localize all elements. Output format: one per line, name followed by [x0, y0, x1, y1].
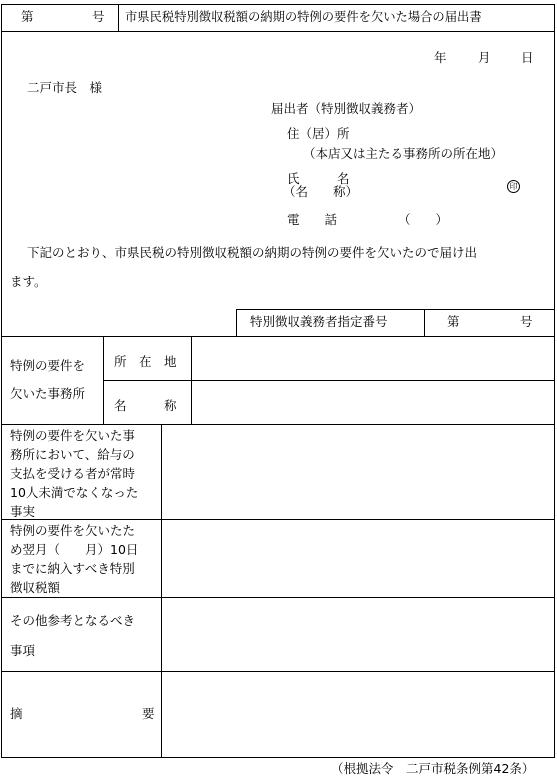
office-location-field[interactable]: [192, 337, 553, 379]
frame-right: [554, 4, 555, 758]
other-label-line2: 事項: [10, 643, 36, 658]
summary-field[interactable]: [162, 672, 553, 756]
number-label-go: 号: [92, 9, 105, 24]
other-field[interactable]: [162, 598, 553, 670]
phone-label: 電 話: [287, 212, 338, 227]
body-text-line1: 下記のとおり、市県民税の特別徴収税額の納期の特例の要件を欠いたので届け出: [27, 245, 478, 260]
legal-basis-footer: （根拠法令 二戸市税条例第42条）: [331, 761, 535, 776]
number-label-dai: 第: [21, 9, 34, 24]
frame-bottom: [1, 757, 554, 758]
summary-label-left: 摘: [10, 706, 23, 721]
address-label: 住（居）所: [287, 126, 350, 141]
office-label-line2: 欠いた事務所: [10, 386, 86, 401]
name-label-alt: （名 称）: [283, 184, 359, 199]
date-day-label: 日: [521, 50, 534, 65]
designation-label: 特別徴収義務者指定番号: [250, 314, 388, 329]
summary-label-right: 要: [142, 706, 155, 721]
date-year-label: 年: [434, 50, 447, 65]
seal-mark: 印: [507, 180, 520, 193]
name-label: 氏 名: [287, 171, 350, 186]
phone-parens: （ ）: [398, 212, 449, 227]
designation-dai: 第: [447, 314, 460, 329]
address-note: （本店又は主たる事務所の所在地）: [303, 146, 504, 161]
other-label-line1: その他参考となるべき: [10, 613, 136, 628]
frame-left: [1, 4, 2, 758]
frame-top: [1, 4, 554, 5]
notifier-heading: 届出者（特別徴収義務者）: [271, 101, 422, 116]
form-title: 市県民税特別徴収税額の納期の特例の要件を欠いた場合の届出書: [125, 10, 482, 24]
fact-field[interactable]: [162, 425, 553, 518]
tax-label: 特例の要件を欠いたた め翌月（ 月）10日 までに納入すべき特別 徴収税額: [10, 523, 139, 595]
designation-go: 号: [520, 314, 533, 329]
tax-field[interactable]: [162, 520, 553, 596]
fact-label: 特例の要件を欠いた事 務所において、給与の 支払を受ける者が常時 10人未満でなくなった 事実: [10, 428, 139, 519]
date-month-label: 月: [478, 50, 491, 65]
office-label-line1: 特例の要件を: [10, 358, 86, 373]
office-location-label: 所 在 地: [114, 354, 177, 369]
body-text-line2: ます。: [10, 274, 47, 289]
office-name-label: 名 称: [114, 398, 177, 413]
office-name-field[interactable]: [192, 381, 553, 423]
addressee: 二戸市長 様: [27, 80, 103, 95]
